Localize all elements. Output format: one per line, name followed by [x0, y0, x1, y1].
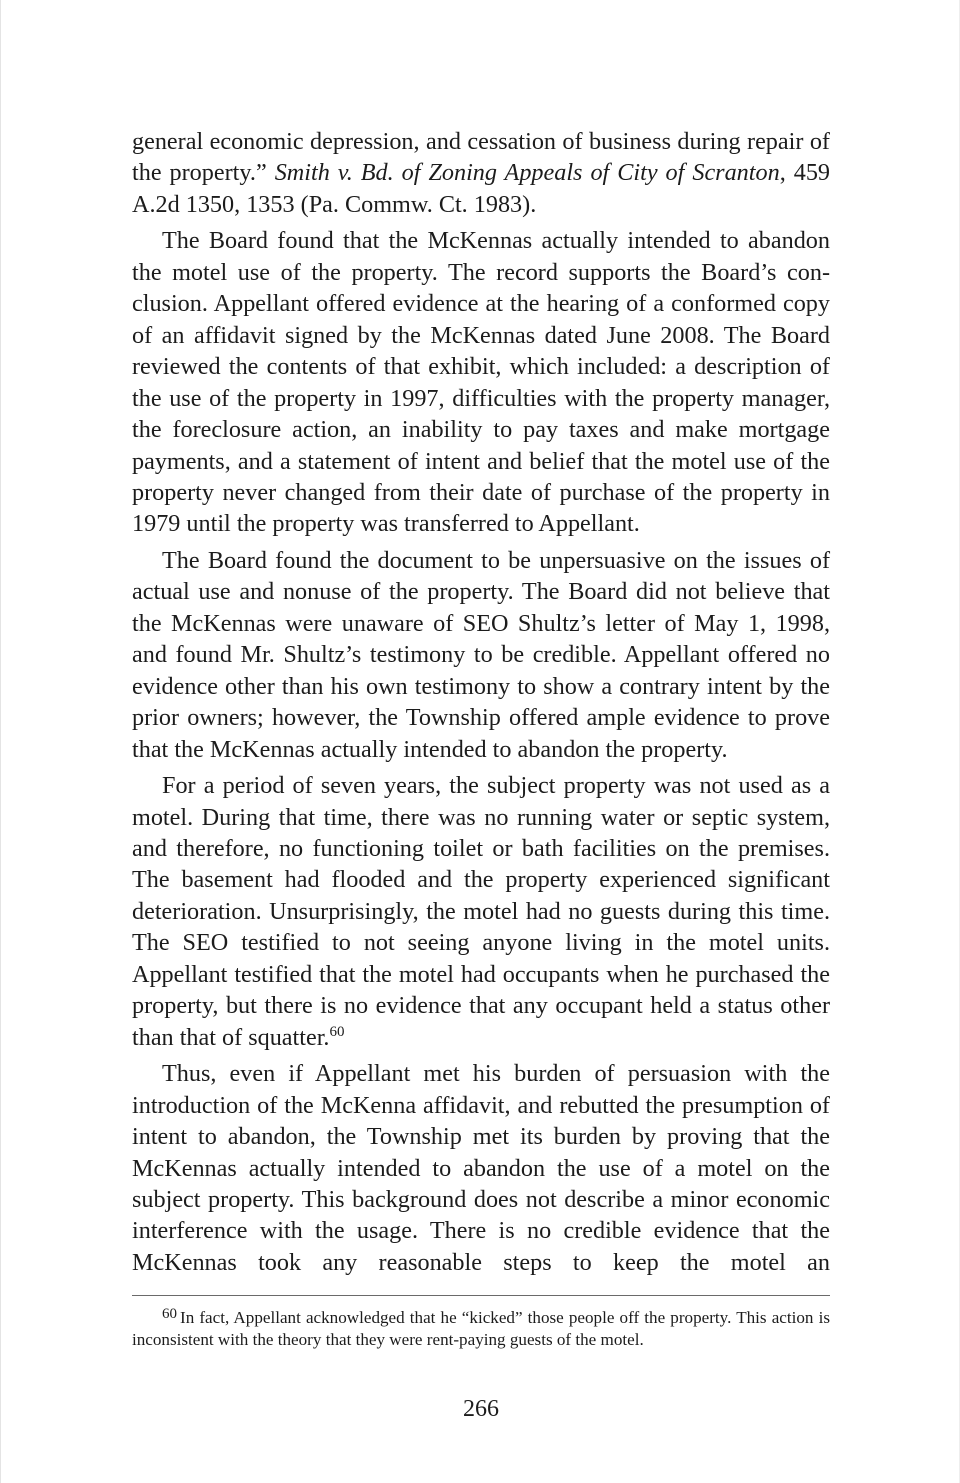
footnote-divider	[132, 1295, 830, 1296]
paragraph-1	[132, 126, 830, 220]
paragraph-5: Thus, even if Appellant met his burden of persuasion with the introduction of the McKenna affidavit, and rebutted the presumption of intent to abandon, the Township met its burden by proving that the McKennas actually intended to abandon the use of a motel on the subject property. This background does not describe a minor economic interference with the usage. There is no credible evidence that the McKennas took any reasonable steps to keep the motel an	[132, 1060, 830, 1276]
case-citation: Smith v. Bd. of Zoning Appeals of City of Scranton	[274, 159, 780, 187]
footnote-text: In fact, Appellant acknowledged that he “kicked” those people off the property. This action is inconsistent with the theory that they were rent-paying guests of the motel.	[132, 1308, 830, 1349]
paragraph-1-text-after: , 459 A.2d 1350, 1353 (Pa. Commw. Ct. 1983).	[132, 159, 831, 218]
paragraph-4-text: For a period of seven years, the subject property was not used as a motel. During that time, there was no running water or septic system, and therefore, no functioning toilet or bath facilities on the premises. The basement had flooded and the property experienced significant deterioration. Unsurprisingly, the motel had no guests during this time. The SEO testified to not seeing anyone living in the motel units. Appellant testified that the motel had occupants when he purchased the property, but there is no evidence that any occupant held a status other than that of squatter.	[132, 772, 830, 1051]
paragraph-2: The Board found that the McKennas actually intended to abandon the motel use of the property. The record supports the Board’s conclusion. Appellant offered evidence at the hearing of a conformed copy of an affidavit signed by the McKennas dated June 2008. The Board reviewed the contents of that exhibit, which included: a description of the use of the property in 1997, difficulties with the property manager, the foreclosure action, an inability to pay taxes and make mortgage payments, and a statement of intent and belief that the motel use of the property never changed from their date of purchase of the property in 1979 until the property was transferred to Appellant.	[132, 227, 830, 538]
page-number: 266	[463, 1396, 499, 1422]
body-text	[132, 126, 830, 1278]
paragraph-3: The Board found the document to be unpersuasive on the issues of actual use and nonuse of the property. The Board did not believe that the McKennas were unaware of SEO Shultz’s letter of May 1, 1998, and found Mr. Shultz’s testimony to be credible. Appellant offered no evidence other than his own testimony to show a contrary intent by the prior owners; however, the Township offered ample evidence to prove that the McKennas actually intended to abandon the property.	[132, 546, 830, 763]
footnote-reference: 60	[329, 1023, 345, 1040]
footnote-number: 60	[162, 1306, 177, 1322]
paragraph-4	[132, 770, 830, 1053]
paragraph-1-text-before: general economic depression, and cessation of business during repair of the property.”	[132, 128, 830, 187]
footnote	[132, 1307, 830, 1351]
